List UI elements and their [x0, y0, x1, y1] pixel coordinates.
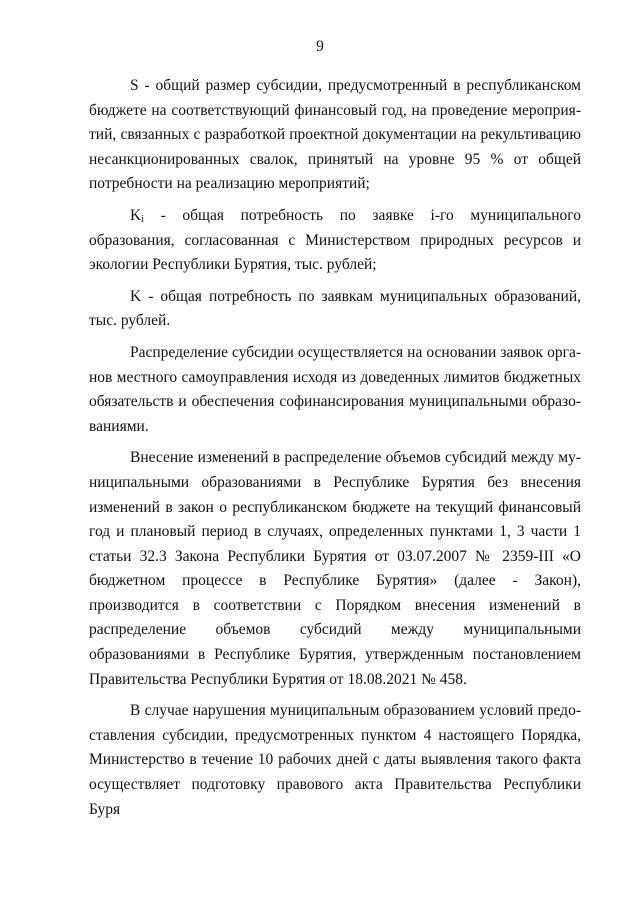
paragraph-changes: Внесение изменений в распределение объемов субсидий между муниципальными образованиями в Республике Бурятия без внесения изменений в закон о республиканском бюджете на текущий финансовый год и плановый период в случаях, определенных пунктами 1, 3 части 1 статьи 32.3 Закона Республики Бурятия от 03.07.2007 № 2359-III «О бюджетном процессе в Республике Бурятия» (далее - Закон), производится в соответствии с Порядком внесения изменений в распределение объемов субсидий между муниципальными образованиями в Республике Бурятия, утвержденным постановлением Правительства Республики Бурятия от 18.08.2021 № 458.: [89, 449, 581, 688]
paragraph-ki-definition: [89, 204, 581, 278]
paragraph-text: - общая потребность по заявкам муниципальных образований, тыс. рублей.: [89, 287, 581, 330]
paragraph-violation: В случае нарушения муниципальным образованием условий предоставления субсидии, предусмотренных пунктом 4 настоящего Порядка, Министерство в течение 10 рабочих дней с даты выявления такого факта осуществляет подготовку правового акта Правительства Республики Буря: [89, 702, 581, 818]
variable-subscript-i: i: [141, 213, 144, 225]
paragraph-text: - общая потребность по заявке i-го муниципального образования, согласованная с Министерством природных ресурсов и экологии Республики Бурятия, тыс. рублей;: [89, 206, 581, 274]
page-number: 9: [316, 38, 324, 55]
paragraph-text: - общий размер субсидии, предусмотренный в республиканском бюджете на соответствующий финансовый год, на проведение мероприятий, связанных с разработкой проектной документации на рекультивацию несанкционированных свалок, принятый на уровне 95 % от общей потребности на реализацию мероприятий;: [89, 77, 581, 193]
paragraph-distribution: Распределение субсидии осуществляется на основании заявок органов местного самоуправления исходя из доведенных лимитов бюджетных обязательств и обеспечения софинансирования муниципальными образованиями.: [89, 343, 581, 435]
variable-s: S: [130, 77, 139, 94]
paragraph-k-definition: [89, 285, 581, 334]
variable-k: K: [130, 206, 142, 224]
paragraph-s-definition: [89, 74, 581, 197]
variable-k: K: [130, 287, 142, 305]
document-body: [89, 74, 581, 829]
